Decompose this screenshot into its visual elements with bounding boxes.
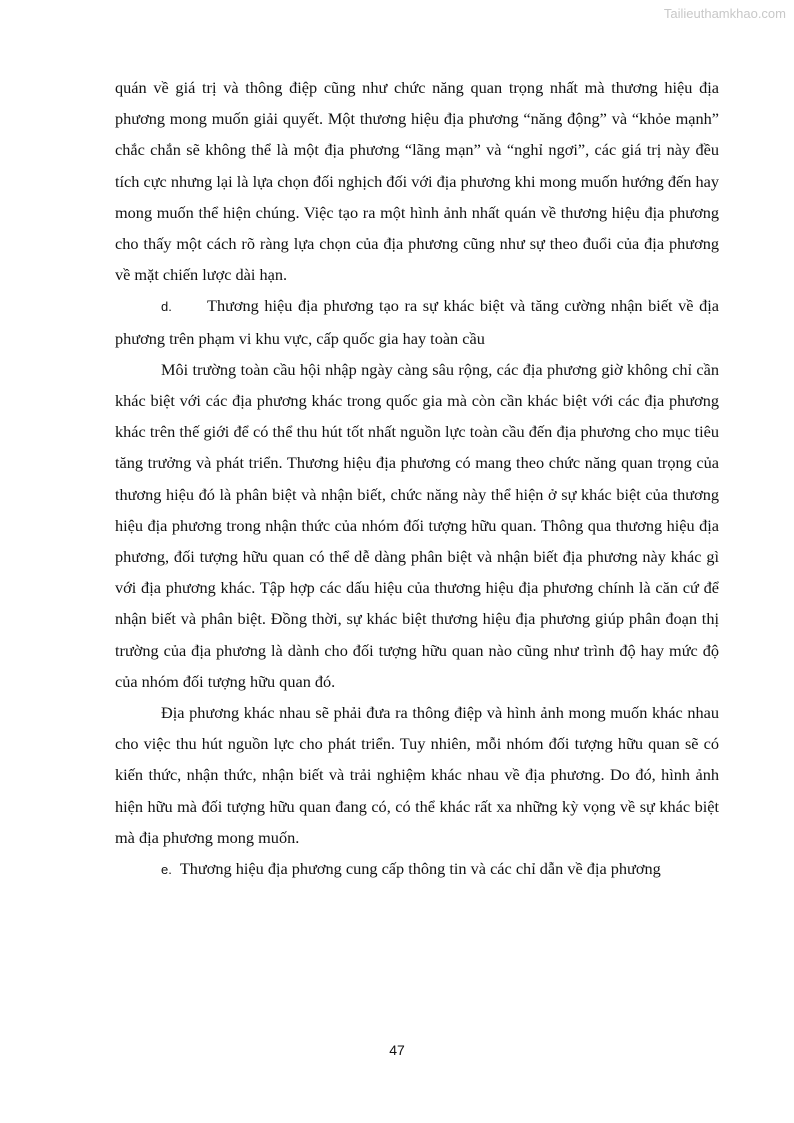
document-body bbox=[115, 72, 719, 885]
section-heading-e-text: Thương hiệu địa phương cung cấp thông tin và các chỉ dẫn về địa phương bbox=[179, 859, 661, 879]
paragraph-global-differentiation: Môi trường toàn cầu hội nhập ngày càng sâu rộng, các địa phương giờ không chỉ cần khác biệt với các địa phương khác trong quốc gia mà còn cần khác biệt với các địa phương khác trên thế giới để có thể thu hút tốt nhất nguồn lực toàn cầu đến địa phương cho mục tiêu tăng trưởng và phát triển. Thương hiệu địa phương có mang theo chức năng quan trọng của thương hiệu đó là phân biệt và nhận biết, chức năng này thể hiện ở sự khác biệt của thương hiệu địa phương trong nhận thức của nhóm đối tượng hữu quan. Thông qua thương hiệu địa phương, đối tượng hữu quan có thể dễ dàng phân biệt và nhận biết địa phương này khác gì với địa phương khác. Tập hợp các dấu hiệu của thương hiệu địa phương chính là căn cứ để nhận biết và phân biệt. Đồng thời, sự khác biệt thương hiệu địa phương giúp phân đoạn thị trường của địa phương là dành cho đối tượng hữu quan nào cũng như trình độ hay mức độ của nhóm đối tượng hữu quan đó. bbox=[115, 359, 719, 691]
section-heading-d-text: Thương hiệu địa phương tạo ra sự khác biệt và tăng cường nhận biết về địa phương trên phạm vi khu vực, cấp quốc gia hay toàn cầu bbox=[115, 296, 719, 348]
page-number: 47 bbox=[389, 1042, 405, 1058]
section-heading-e bbox=[115, 853, 719, 885]
section-marker-d: d. bbox=[161, 299, 172, 315]
paragraph-continuation: quán về giá trị và thông điệp cũng như chức năng quan trọng nhất mà thương hiệu địa phương mong muốn giải quyết. Một thương hiệu địa phương “năng động” và “khỏe mạnh” chắc chắn sẽ không thể là một địa phương “lãng mạn” và “nghỉ ngơi”, các giá trị này đều tích cực nhưng lại là lựa chọn đối nghịch đối với địa phương khi mong muốn hướng đến hay mong muốn thể hiện chúng. Việc tạo ra một hình ảnh nhất quán về thương hiệu địa phương cho thấy một cách rõ ràng lựa chọn của địa phương cũng như sự theo đuổi của địa phương về mặt chiến lược dài hạn. bbox=[115, 78, 719, 285]
section-heading-d bbox=[115, 290, 719, 353]
section-marker-e: e. bbox=[161, 862, 172, 878]
watermark: Tailieuthamkhao.com bbox=[663, 6, 786, 21]
paragraph-different-messages: Địa phương khác nhau sẽ phải đưa ra thông điệp và hình ảnh mong muốn khác nhau cho việc thu hút nguồn lực cho phát triển. Tuy nhiên, mỗi nhóm đối tượng hữu quan sẽ có kiến thức, nhận thức, nhận biết và trải nghiệm khác nhau về địa phương. Do đó, hình ảnh hiện hữu mà đối tượng hữu quan đang có, có thể khác rất xa những kỳ vọng về sự khác biệt mà địa phương mong muốn. bbox=[115, 703, 719, 847]
